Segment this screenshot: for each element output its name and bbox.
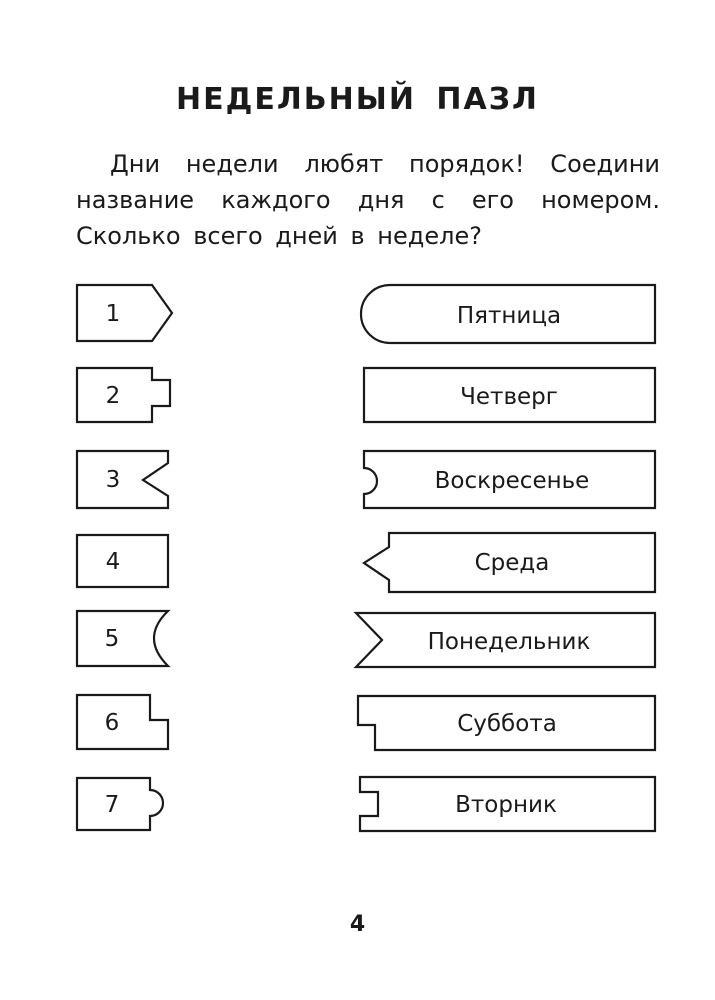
number-piece-4[interactable] <box>77 535 168 587</box>
day-piece-thursday[interactable] <box>364 368 655 422</box>
number-piece-7-label: 7 <box>104 792 120 818</box>
number-piece-7[interactable] <box>77 778 163 830</box>
number-piece-6-outline <box>77 695 168 749</box>
number-piece-4-label: 4 <box>105 549 121 575</box>
number-piece-4-outline <box>77 535 168 587</box>
number-piece-2[interactable] <box>77 368 170 422</box>
day-piece-monday-label: Понедельник <box>427 629 591 655</box>
number-piece-5-outline <box>77 611 168 666</box>
number-piece-3-label: 3 <box>105 467 121 493</box>
number-piece-3-outline <box>77 451 168 508</box>
page-number: 4 <box>349 912 366 937</box>
day-piece-friday[interactable] <box>361 285 655 343</box>
day-piece-sunday-label: Воскресенье <box>434 468 590 494</box>
day-piece-tuesday-label: Вторник <box>455 792 557 818</box>
number-piece-5[interactable] <box>77 611 168 666</box>
instructions-line-2: название каждого дня с его номером. <box>76 186 660 214</box>
day-piece-saturday[interactable] <box>358 696 655 750</box>
instructions-line-3: Сколько всего дней в неделе? <box>76 222 482 250</box>
number-piece-7-outline <box>77 778 163 830</box>
number-piece-6[interactable] <box>77 695 168 749</box>
number-piece-5-label: 5 <box>104 626 120 652</box>
instructions-line-1: Дни недели любят порядок! Соедини <box>110 150 660 178</box>
number-piece-2-outline <box>77 368 170 422</box>
number-piece-6-label: 6 <box>104 710 120 736</box>
day-piece-tuesday[interactable] <box>360 777 655 831</box>
day-piece-thursday-label: Четверг <box>460 384 558 410</box>
day-piece-saturday-label: Суббота <box>457 711 557 737</box>
page-title: НЕДЕЛЬНЫЙ ПАЗЛ <box>176 82 539 117</box>
day-piece-wednesday[interactable] <box>364 533 655 592</box>
number-piece-1[interactable] <box>77 285 172 341</box>
number-piece-3[interactable] <box>77 451 168 508</box>
number-piece-1-outline <box>77 285 172 341</box>
day-piece-friday-label: Пятница <box>456 303 562 329</box>
day-piece-wednesday-label: Среда <box>474 550 550 576</box>
number-piece-1-label: 1 <box>105 301 121 327</box>
day-piece-monday[interactable] <box>356 613 655 667</box>
number-piece-2-label: 2 <box>105 383 121 409</box>
day-piece-sunday[interactable] <box>364 451 655 508</box>
